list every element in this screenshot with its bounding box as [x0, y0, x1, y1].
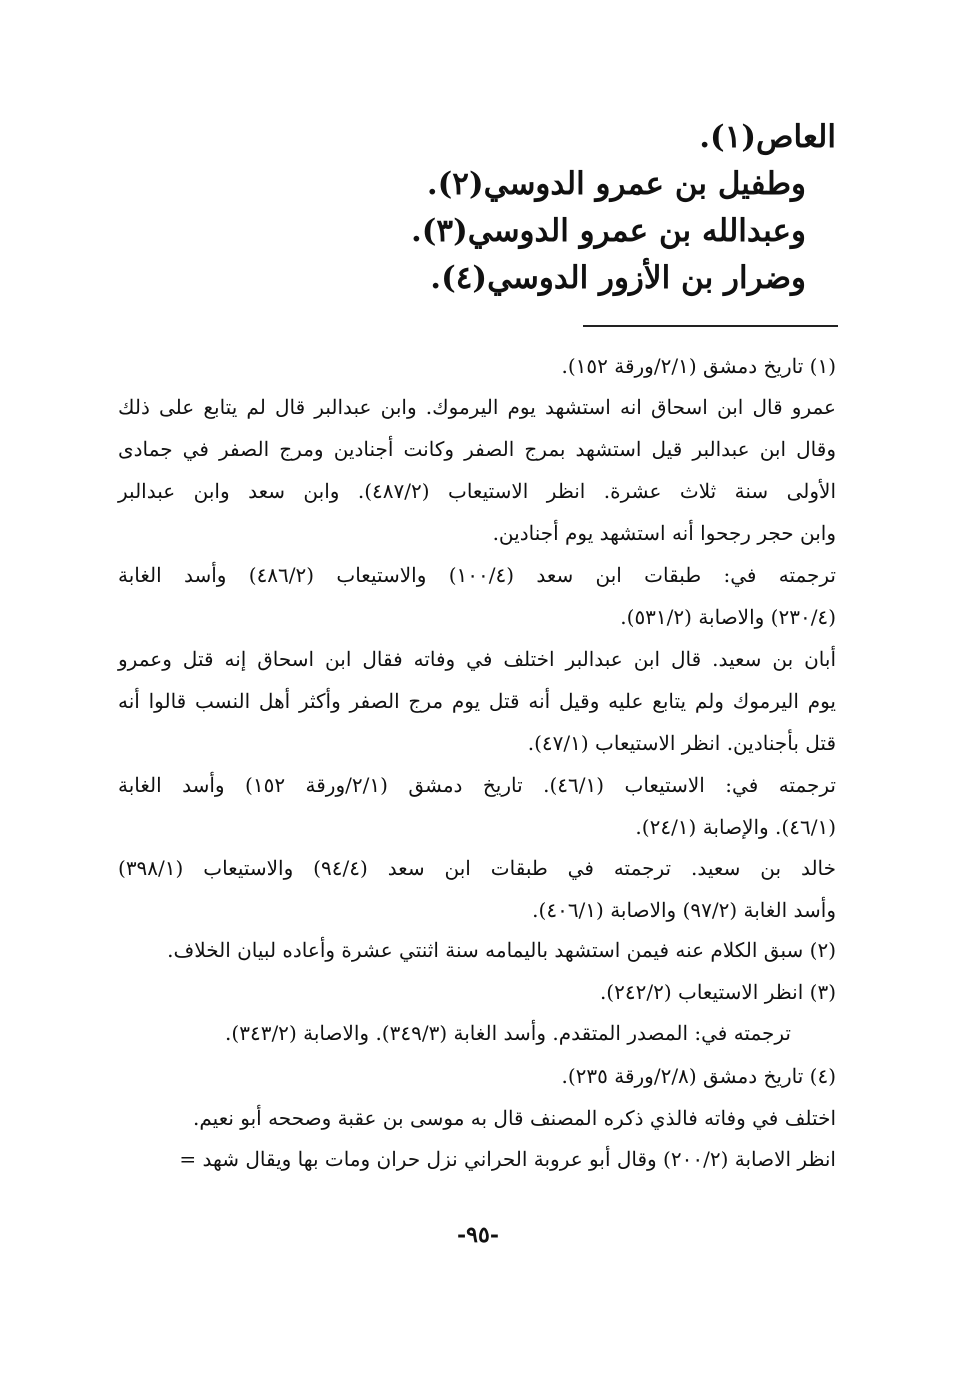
footnote-line: (١) تاريخ دمشق (٢/١/ورقة ١٥٢). — [561, 354, 836, 378]
footnote-line: (٤) تاريخ دمشق (٢/٨/ورقة ٢٣٥). — [561, 1064, 836, 1088]
footnote-divider — [583, 325, 838, 327]
main-text-line: وضرار بن الأزور الدوسي(٤). — [430, 260, 806, 296]
footnote-line: (٤٦/١). والإصابة (٢٤/١). — [635, 815, 836, 839]
footnote-line: (٢) سبق الكلام عنه فيمن استشهد باليمامه سنة اثنتي عشرة وأعاده لبيان الخلاف. — [167, 938, 836, 962]
footnote-line: ترجمته في: طبقات ابن سعد (١٠٠/٤) والاستيعاب (٤٨٦/٢) وأسد الغابة — [118, 563, 837, 587]
page-number: -٩٥- — [457, 1222, 499, 1248]
footnote-line: وقال ابن عبدالبر قيل استشهد بمرج الصفر وكانت أجنادين ومرج الصفر في جمادى — [118, 437, 836, 461]
footnote-line: ترجمته في: الاستيعاب (٤٦/١). تاريخ دمشق (٢/١/ورقة ١٥٢) وأسد الغابة — [118, 773, 836, 797]
footnote-line: وأسد الغابة (٩٧/٢) والاصابة (٤٠٦/١). — [532, 898, 836, 922]
main-text-line: العاص(١). — [699, 119, 836, 155]
footnote-line: اختلف في وفاته فالذي ذكره المصنف قال به موسى بن عقبة وصححه أبو نعيم. — [193, 1106, 836, 1130]
footnote-line: خالد بن سعيد. ترجمته في طبقات ابن سعد (٩٤/٤) والاستيعاب (٣٩٨/١) — [118, 856, 837, 880]
footnote-line: يوم اليرموك ولم يتابع عليه وقيل أنه قتل يوم مرج الصفر وأكثر أهل النسب قالوا أنه — [118, 689, 837, 713]
main-text-line: وعبدالله بن عمرو الدوسي(٣). — [410, 213, 806, 249]
footnote-line: (٣) انظر الاستيعاب (٢٤٢/٢). — [599, 980, 836, 1004]
footnote-line: وابن حجر رجحوا أنه استشهد يوم أجنادين. — [492, 521, 836, 545]
footnote-line: أبان بن سعيد. قال ابن عبدالبر اختلف في وفاته فقال ابن اسحاق إنه قتل وعمرو — [118, 647, 837, 671]
footnote-line: الأولى سنة ثلاث عشرة. انظر الاستيعاب (٤٨٧/٢). وابن سعد وابن عبدالبر — [118, 479, 836, 503]
footnote-line: قتل بأجنادين. انظر الاستيعاب (٤٧/١). — [527, 731, 836, 755]
footnote-line: انظر الاصابة (٢٠٠/٢) وقال أبو عروبة الحراني نزل حران ومات بها ويقال شهد = — [179, 1147, 836, 1171]
footnote-line: (٢٣٠/٤) والاصابة (٥٣١/٢). — [620, 605, 836, 629]
footnote-line: ترجمته في: المصدر المتقدم. وأسد الغابة (٣٤٩/٣). والاصابة (٣٤٣/٢). — [225, 1021, 791, 1045]
main-text-line: وطفيل بن عمرو الدوسي(٢). — [426, 166, 806, 202]
footnote-line: عمرو قال ابن اسحاق انه استشهد يوم اليرموك. وابن عبدالبر قال لم يتابع على ذلك — [118, 395, 836, 419]
